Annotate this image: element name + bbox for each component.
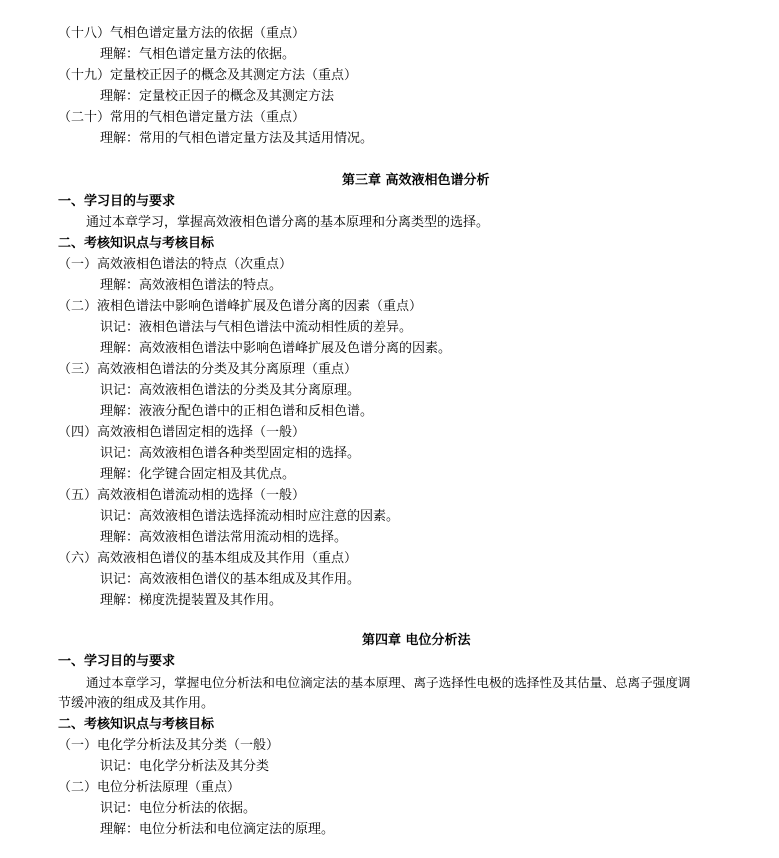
chapter-4-title: 第四章 电位分析法 bbox=[362, 633, 471, 648]
chapter-3-goal-text: 通过本章学习，掌握高效液相色谱分离的基本原理和分离类型的选择。 bbox=[86, 215, 490, 230]
chapter-3-kp-heading: 二、考核知识点与考核目标 bbox=[58, 236, 215, 251]
ch3-item-4-line: 理解：化学键合固定相及其优点。 bbox=[100, 467, 296, 482]
ch4-item-1: （一）电化学分析法及其分类（一般） bbox=[58, 738, 280, 753]
ch4-item-2-line: 识记：电位分析法的依据。 bbox=[100, 801, 257, 816]
ch3-item-3-line: 理解：液液分配色谱中的正相色谱和反相色谱。 bbox=[100, 404, 374, 419]
ch3-item-5: （五）高效液相色谱流动相的选择（一般） bbox=[58, 488, 306, 503]
chapter-3-goal-heading: 一、学习目的与要求 bbox=[58, 194, 176, 209]
ch4-item-2-line: 理解：电位分析法和电位滴定法的原理。 bbox=[100, 822, 335, 837]
ch3-item-6: （六）高效液相色谱仪的基本组成及其作用（重点） bbox=[58, 551, 358, 566]
ch3-item-2-line: 理解：高效液相色谱法中影响色谱峰扩展及色谱分离的因素。 bbox=[100, 341, 452, 356]
ch3-item-4: （四）高效液相色谱固定相的选择（一般） bbox=[58, 425, 306, 440]
ch3-item-3: （三）高效液相色谱法的分类及其分离原理（重点） bbox=[58, 362, 358, 377]
section-19-understand: 理解：定量校正因子的概念及其测定方法 bbox=[100, 89, 335, 104]
chapter-4-kp-heading: 二、考核知识点与考核目标 bbox=[58, 717, 215, 732]
ch3-item-1-line: 理解：高效液相色谱法的特点。 bbox=[100, 278, 283, 293]
section-20-understand: 理解：常用的气相色谱定量方法及其适用情况。 bbox=[100, 131, 374, 146]
ch3-item-4-line: 识记：高效液相色谱各种类型固定相的选择。 bbox=[100, 446, 361, 461]
ch3-item-1: （一）高效液相色谱法的特点（次重点） bbox=[58, 257, 293, 272]
section-19-item: （十九）定量校正因子的概念及其测定方法（重点） bbox=[58, 68, 358, 83]
ch3-item-5-line: 识记：高效液相色谱法选择流动相时应注意的因素。 bbox=[100, 509, 400, 524]
ch4-item-2: （二）电位分析法原理（重点） bbox=[58, 780, 241, 795]
ch3-item-3-line: 识记：高效液相色谱法的分类及其分离原理。 bbox=[100, 383, 361, 398]
chapter-4-goal-text-line1: 通过本章学习，掌握电位分析法和电位滴定法的基本原理、离子选择性电极的选择性及其估量、总离子强度调 bbox=[86, 675, 691, 690]
ch3-item-5-line: 理解：高效液相色谱法常用流动相的选择。 bbox=[100, 530, 348, 545]
section-20-item: （二十）常用的气相色谱定量方法（重点） bbox=[58, 110, 306, 125]
ch3-item-2-line: 识记：液相色谱法与气相色谱法中流动相性质的差异。 bbox=[100, 320, 413, 335]
chapter-4-goal-text-line2: 节缓冲液的组成及其作用。 bbox=[58, 696, 215, 711]
ch3-item-6-line: 理解：梯度洗提装置及其作用。 bbox=[100, 593, 283, 608]
section-18-item: （十八）气相色谱定量方法的依据（重点） bbox=[58, 26, 306, 41]
chapter-4-goal-heading: 一、学习目的与要求 bbox=[58, 654, 176, 669]
chapter-3-title: 第三章 高效液相色谱分析 bbox=[342, 173, 490, 188]
section-18-understand: 理解：气相色谱定量方法的依据。 bbox=[100, 47, 296, 62]
ch4-item-1-line: 识记：电化学分析法及其分类 bbox=[100, 759, 270, 774]
ch3-item-2: （二）液相色谱法中影响色谱峰扩展及色谱分离的因素（重点） bbox=[58, 299, 423, 314]
ch3-item-6-line: 识记：高效液相色谱仪的基本组成及其作用。 bbox=[100, 572, 361, 587]
